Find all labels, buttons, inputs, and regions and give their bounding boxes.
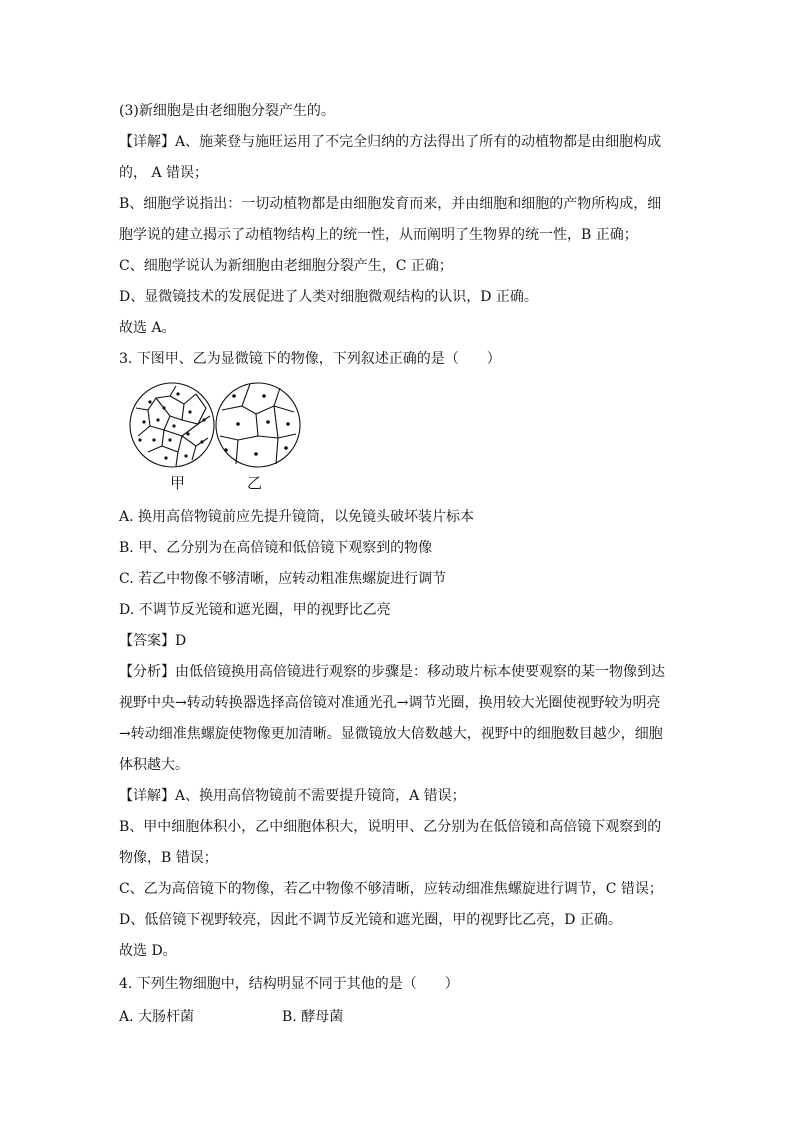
- text-line-4: B、细胞学说指出：一切动植物都是由细胞发育而来，并由细胞和细胞的产物所构成，细: [119, 196, 662, 212]
- text-line-3: 的， A 错误；: [119, 165, 209, 181]
- q4-option-a: A. 大肠杆菌: [119, 1009, 195, 1025]
- text-line-1: (3)新细胞是由老细胞分裂产生的。: [119, 103, 335, 119]
- text-line-6: C、细胞学说认为新细胞由老细胞分裂产生，C 正确；: [119, 258, 453, 274]
- detail-line-2: B、甲中细胞体积小，乙中细胞体积大，说明甲、乙分别为在低倍镜和高倍镜下观察到的: [119, 819, 662, 835]
- analysis-line-3: →转动细准焦螺旋使物像更加清晰。显微镜放大倍数越大，视野中的细胞数目越少，细胞: [119, 726, 663, 742]
- text-line-2: 【详解】A、施莱登与施旺运用了不完全归纳的方法得出了所有的动植物都是由细胞构成: [119, 134, 662, 150]
- microscope-figure: [126, 380, 306, 495]
- question-3-stem: 3. 下图甲、乙为显微镜下的物像，下列叙述正确的是（ ）: [119, 351, 501, 367]
- text-line-7: D、显微镜技术的发展促进了人类对细胞微观结构的认识，D 正确。: [119, 289, 538, 305]
- view-jia: [130, 383, 214, 467]
- label-yi: 乙: [247, 474, 263, 492]
- answer: 【答案】D: [119, 633, 187, 649]
- q4-option-b: B. 酵母菌: [282, 1009, 344, 1025]
- question-4-stem: 4. 下列生物细胞中，结构明显不同于其他的是（ ）: [119, 976, 459, 992]
- text-line-5: 胞学说的建立揭示了动植物结构上的统一性，从而阐明了生物界的统一性，B 正确；: [119, 227, 638, 243]
- label-jia: 甲: [170, 474, 186, 492]
- option-d: D. 不调节反光镜和遮光圈，甲的视野比乙亮: [119, 602, 391, 618]
- analysis-line-1: 【分析】由低倍镜换用高倍镜进行观察的步骤是：移动玻片标本使要观察的某一物像到达: [119, 664, 665, 680]
- option-b: B. 甲、乙分别为在高倍镜和低倍镜下观察到的物像: [119, 540, 433, 556]
- detail-line-3: 物像，B 错误；: [119, 850, 218, 866]
- text-line-8: 故选 A。: [119, 320, 176, 336]
- detail-line-1: 【详解】A、换用高倍物镜前不需要提升镜筒，A 错误；: [119, 788, 466, 804]
- microscope-views-drawing: [126, 380, 306, 470]
- option-c: C. 若乙中物像不够清晰，应转动粗准焦螺旋进行调节: [119, 571, 447, 587]
- analysis-line-4: 体积越大。: [119, 757, 189, 773]
- detail-line-4: C、乙为高倍镜下的物像，若乙中物像不够清晰，应转动细准焦螺旋进行调节，C 错误；: [119, 881, 663, 897]
- option-a: A. 换用高倍物镜前应先提升镜筒，以免镜头破坏装片标本: [119, 509, 475, 525]
- detail-line-5: D、低倍镜下视野较亮，因此不调节反光镜和遮光圈，甲的视野比乙亮，D 正确。: [119, 912, 622, 928]
- analysis-line-2: 视野中央→转动转换器选择高倍镜对准通光孔→调节光圈，换用较大光圈使视野较为明亮: [119, 695, 661, 711]
- choose-d: 故选 D。: [119, 943, 177, 959]
